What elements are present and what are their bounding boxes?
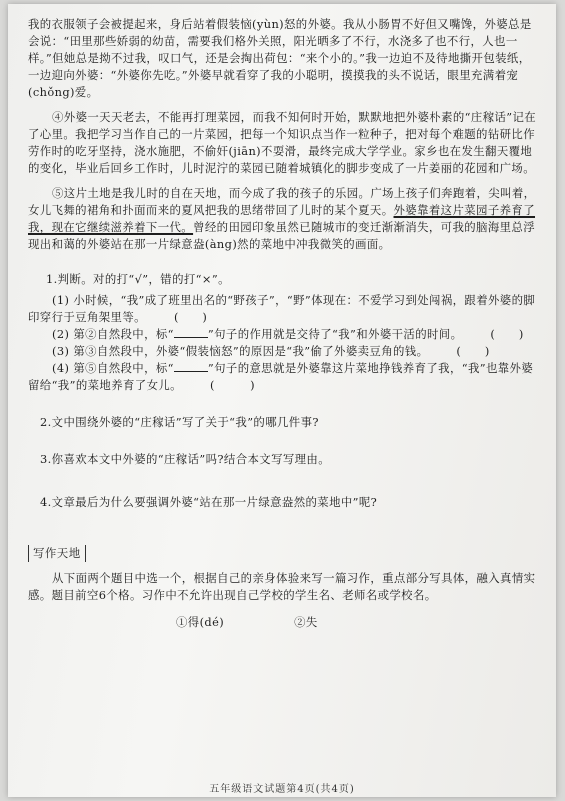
- blank-line-mark: [174, 326, 208, 338]
- question-3: 3.你喜欢本文中外婆的“庄稼话”吗?结合本文写写理由。: [40, 452, 331, 466]
- page-footer: 五年级语文试题第4页(共4页): [209, 784, 355, 795]
- underline-mark: [174, 360, 208, 372]
- answer-paren-4[interactable]: ( ): [209, 378, 256, 392]
- paragraph-5-closing: 曾经的田园印象虽然已随城市的变迁渐渐消失，可我的脑海里总浮现出和蔼的外婆站在那一片绿意盎(àng)然的菜地中冲我微笑的画面。: [28, 220, 536, 251]
- judgement-item-3: [28, 343, 538, 360]
- question-2: 2.文中围绕外婆的“庄稼话”写了关于“我”的哪几件事?: [40, 415, 319, 429]
- judgement-item-4: [28, 360, 538, 394]
- answer-paren-1[interactable]: ( ): [173, 310, 208, 324]
- passage-paragraph-4: ④外婆一天天老去，不能再打理菜园，而我不知何时开始，默默地把外婆朴素的“庄稼话”记在了心里。我把学习当作自己的一片菜园，把每一个知识点当作一粒种子，把对每个难题的钻研比作劳作时的吃牙坚持，浇水施肥，不偷奸(jiān)不耍滑，最终完成大学学业。家乡也在发生翻天覆地的变化，毕业后回乡工作时，儿时泥泞的菜园已随着城镇化的脚步变成了一片姜丽的花园和广场。: [28, 110, 537, 175]
- judgement-1-text: (1) 小时候，“我”成了班里出名的“野孩子”，“野”体现在：不爱学习到处闯祸，跟着外婆的脚印穿行于豆角架里等。: [28, 293, 536, 324]
- writing-section-title: 写作天地: [28, 545, 86, 562]
- underlined-sentence: 外婆靠着这片菜园子养育了我，现在它继续滋养着下一代。: [28, 203, 536, 234]
- topic-option-2: ②失: [294, 615, 318, 629]
- question-4: 4.文章最后为什么要强调外婆“站在那一片绿意盎然的菜地中”呢?: [40, 495, 378, 509]
- writing-topics: [28, 614, 538, 631]
- judgement-item-1: [28, 292, 538, 326]
- writing-instruction: 从下面两个题目中选一个，根据自己的亲身体验来写一篇习作，重点部分写具体，融入真情实感。题目前空6个格。习作中不允许出现自己学校的学生名、老师名或学校名。: [28, 571, 536, 602]
- paragraph-5-opening: ⑤这片土地是我儿时的自在天地，而今成了我的孩子的乐园。广场上孩子们奔跑着，尖叫着，女儿飞舞的裙角和扑面而来的夏风把我的思绪带回了儿时的某个夏天。: [28, 186, 536, 217]
- answer-paren-2[interactable]: ( ): [490, 327, 524, 341]
- passage-paragraph-5: [28, 185, 538, 253]
- judgement-items: [28, 292, 538, 394]
- question-list: [28, 271, 538, 511]
- exam-page: [8, 4, 556, 797]
- judgement-2-text-a: (2) 第②自然段中，标“: [52, 327, 174, 341]
- judgement-item-2: [28, 326, 538, 343]
- answer-paren-3[interactable]: ( ): [456, 344, 490, 358]
- judgement-2-text-b: ”句子的作用就是交待了“我”和外婆干活的时间。: [207, 327, 463, 341]
- judgement-3-text: (3) 第③自然段中，外婆“假装恼怒”的原因是“我”偷了外婆卖豆角的钱。: [52, 344, 429, 358]
- passage-paragraph-3: 我的衣服领子会被提起来，身后站着假装恼(yùn)怒的外婆。我从小肠胃不好但又嘴馋，外婆总是会说：“田里那些娇弱的幼苗，需要我们格外关照，阳光晒多了不行，水浇多了也不行，人也一样。”但她总是拗不过我，叹口气，还是会掏出荷包：“来个小的。”我一边迫不及待地撕开包装纸，一边迎向外婆：“外婆你先吃。”外婆早就看穿了我的小聪明，摸摸我的头不说话，眼里充满着宠(chǒng)爱。: [28, 17, 532, 99]
- topic-option-1: ①得(dé): [176, 615, 225, 629]
- question-1-title: 1.判断。对的打“√”，错的打“×”。: [46, 272, 230, 286]
- page-content: [28, 16, 538, 631]
- judgement-4-text-a: (4) 第⑤自然段中，标“: [52, 361, 174, 375]
- judgement-4-text-b: ”句子的意思就是外婆靠这片菜地挣钱养育了我，“我”也靠外婆留给“我”的菜地养育了女儿。: [28, 361, 534, 392]
